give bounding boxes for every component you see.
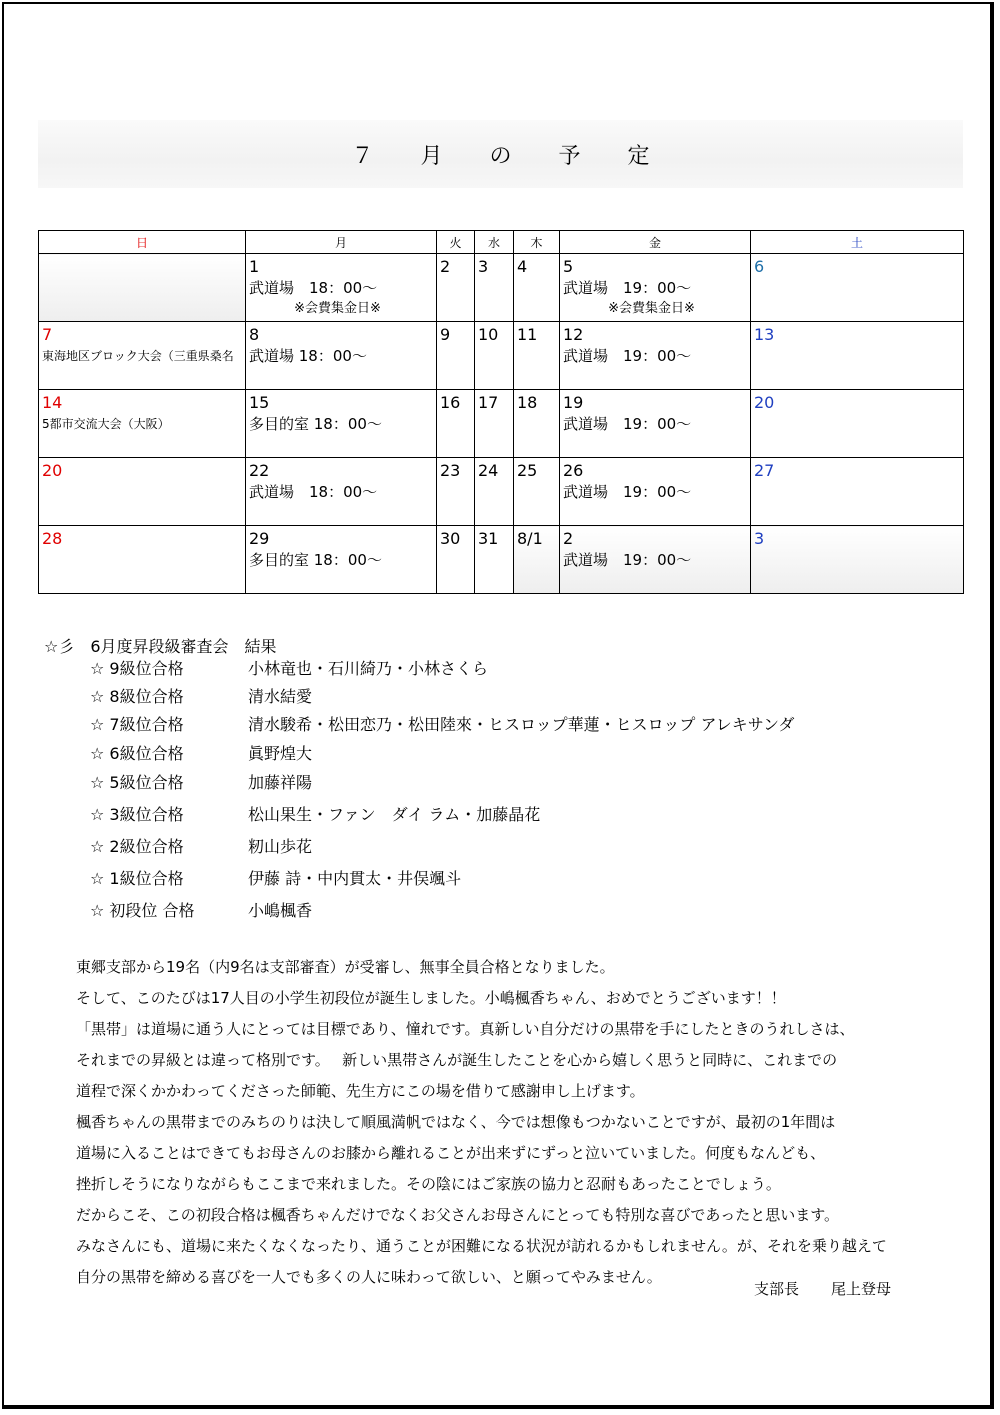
day-number: 18: [517, 393, 538, 412]
day-number: 25: [517, 461, 538, 480]
day-cell: [751, 458, 964, 526]
day-number: 28: [42, 529, 63, 548]
day-cell: [560, 322, 751, 390]
calendar-week: [39, 254, 964, 322]
result-names: 小嶋楓香: [248, 901, 313, 920]
result-grade: ☆ 9級位合格: [90, 659, 184, 678]
day-number: 3: [478, 257, 489, 276]
calendar-week: [39, 458, 964, 526]
day-number: 27: [754, 461, 775, 480]
result-grade: ☆ 3級位合格: [90, 805, 184, 824]
result-names: 清水駿希・松田恋乃・松田陸來・ヒスロップ華蓮・ヒスロップ アレキサンダ: [248, 715, 795, 734]
day-number: 24: [478, 461, 499, 480]
day-cell: [39, 322, 246, 390]
signature: [754, 1278, 891, 1299]
day-number: 23: [440, 461, 461, 480]
day-note: ※会費集金日※: [294, 301, 381, 316]
day-number: 14: [42, 393, 63, 412]
day-number: 8: [249, 325, 260, 344]
calendar-week: [39, 390, 964, 458]
day-number: 29: [249, 529, 270, 548]
message-line: 道場に入ることはできてもお母さんのお膝から離れることが出来ずにずっと泣いていました。何度もなんども、: [76, 1144, 826, 1162]
message-line: 自分の黒帯を締める喜びを一人でも多くの人に味わって欲しい、と願ってやみません。: [76, 1268, 662, 1286]
day-cell: [514, 526, 560, 594]
day-event: 武道場 19：00～: [563, 347, 692, 365]
day-cell: [751, 254, 964, 322]
title-band: [38, 120, 963, 188]
day-event: 武道場 18：00～: [249, 279, 378, 297]
day-number: 20: [42, 461, 63, 480]
day-cell: [475, 322, 514, 390]
message-body: [76, 952, 976, 1293]
day-cell: [246, 458, 437, 526]
result-grade: ☆ 2級位合格: [90, 837, 184, 856]
result-names: 松山果生・ファン ダイ ラム・加藤晶花: [248, 805, 541, 824]
message-line: みなさんにも、道場に来たくなくなったり、通うことが困難になる状況が訪れるかもしれません。が、それを乗り越えて: [76, 1237, 887, 1255]
day-number: 13: [754, 325, 775, 344]
day-event: 武道場 19：00～: [563, 415, 692, 433]
day-cell: [437, 322, 475, 390]
day-cell: [514, 254, 560, 322]
results-heading: ☆彡 6月度昇段級審査会 結果: [44, 637, 277, 656]
day-cell: [514, 322, 560, 390]
header-tuesday: 火: [437, 231, 475, 254]
day-cell: [39, 390, 246, 458]
day-number: 2: [563, 529, 574, 548]
result-names: 清水結愛: [248, 687, 313, 706]
day-event: 武道場 19：00～: [563, 279, 692, 297]
header-friday: 金: [560, 231, 751, 254]
header-saturday: 土: [751, 231, 964, 254]
result-grade: ☆ 8級位合格: [90, 687, 184, 706]
signature-role: 支部長: [754, 1280, 800, 1298]
day-number: 17: [478, 393, 499, 412]
day-event: 多目的室 18：00～: [249, 551, 382, 569]
day-cell: [246, 390, 437, 458]
day-event: 5都市交流大会（大阪）: [42, 417, 170, 431]
message-line: それまでの昇級とは違って格別です。 新しい黒帯さんが誕生したことを心から嬉しく思うと同時に、これまでの: [76, 1051, 838, 1069]
day-number: 10: [478, 325, 499, 344]
day-cell: [246, 254, 437, 322]
day-cell: [475, 526, 514, 594]
day-number: 1: [249, 257, 260, 276]
day-cell: [751, 390, 964, 458]
message-line: 東郷支部から19名（内9名は支部審査）が受審し、無事全員合格となりました。: [76, 958, 615, 976]
day-number: 19: [563, 393, 584, 412]
day-note: ※会費集金日※: [608, 301, 695, 316]
day-event: 武道場 18：00～: [249, 347, 367, 365]
message-line: 挫折しそうになりながらもここまで来れました。その陰にはご家族の協力と忍耐もあったことでしょう。: [76, 1175, 781, 1193]
day-cell: [560, 526, 751, 594]
day-cell: [475, 458, 514, 526]
message-line: 楓香ちゃんの黒帯までのみちのりは決して順風満帆ではなく、今では想像もつかないことですが、最初の1年間は: [76, 1113, 836, 1131]
day-number: 30: [440, 529, 461, 548]
day-number: 15: [249, 393, 270, 412]
day-number: 8/1: [517, 529, 543, 548]
day-cell: [560, 254, 751, 322]
schedule-calendar: [38, 230, 964, 594]
day-number: 31: [478, 529, 499, 548]
message-line: だからこそ、この初段合格は楓香ちゃんだけでなくお父さんお母さんにとっても特別な喜びであったと思います。: [76, 1206, 840, 1224]
day-number: 16: [440, 393, 461, 412]
day-cell: [751, 322, 964, 390]
day-number: 22: [249, 461, 270, 480]
header-monday: 月: [246, 231, 437, 254]
day-cell: [246, 322, 437, 390]
result-names: 伊藤 詩・中内貫太・井俣颯斗: [248, 869, 462, 888]
day-number: 6: [754, 257, 765, 276]
day-cell: [246, 526, 437, 594]
result-grade: ☆ 5級位合格: [90, 773, 184, 792]
result-grade: ☆ 初段位 合格: [90, 901, 195, 920]
calendar-week: [39, 322, 964, 390]
result-grade: ☆ 1級位合格: [90, 869, 184, 888]
day-cell: [437, 526, 475, 594]
day-number: 9: [440, 325, 451, 344]
day-cell: [39, 458, 246, 526]
day-cell: [437, 254, 475, 322]
day-number: 5: [563, 257, 574, 276]
day-cell: [560, 458, 751, 526]
day-cell: [437, 390, 475, 458]
day-number: 12: [563, 325, 584, 344]
day-number: 3: [754, 529, 765, 548]
calendar-week: [39, 526, 964, 594]
page-title: ７ 月 の 予 定: [351, 143, 670, 169]
result-grade: ☆ 7級位合格: [90, 715, 184, 734]
day-cell: [39, 526, 246, 594]
header-thursday: 木: [514, 231, 560, 254]
day-cell: [751, 526, 964, 594]
result-names: 眞野煌大: [248, 744, 313, 763]
day-number: 20: [754, 393, 775, 412]
result-names: 加藤祥陽: [248, 773, 313, 792]
message-line: そして、このたびは17人目の小学生初段位が誕生しました。小嶋楓香ちゃん、おめでとうございます！！: [76, 989, 786, 1007]
header-wednesday: 水: [475, 231, 514, 254]
day-event: 東海地区ブロック大会（三重県桑名: [42, 349, 234, 363]
day-cell: [514, 390, 560, 458]
day-cell: [514, 458, 560, 526]
result-names: 籾山歩花: [248, 837, 313, 856]
header-sunday: 日: [39, 231, 246, 254]
message-line: 道程で深くかかわってくださった師範、先生方にこの場を借りて感謝申し上げます。: [76, 1082, 645, 1100]
day-cell: [437, 458, 475, 526]
day-event: 武道場 18：00～: [249, 483, 378, 501]
day-number: 26: [563, 461, 584, 480]
day-number: 7: [42, 325, 53, 344]
message-line: 「黒帯」は道場に通う人にとっては目標であり、憧れです。真新しい自分だけの黒帯を手にしたときのうれしさは、: [76, 1020, 855, 1038]
result-names: 小林竜也・石川綺乃・小林さくら: [248, 659, 489, 678]
day-event: 武道場 19：00～: [563, 483, 692, 501]
signature-name: 尾上登母: [831, 1280, 892, 1298]
day-cell: [475, 390, 514, 458]
day-cell: [475, 254, 514, 322]
day-cell: [560, 390, 751, 458]
calendar-header-row: [39, 231, 964, 254]
day-number: 11: [517, 325, 538, 344]
day-event: 多目的室 18：00～: [249, 415, 382, 433]
day-event: 武道場 19：00～: [563, 551, 692, 569]
day-number: 2: [440, 257, 451, 276]
day-cell-empty: [39, 254, 246, 322]
day-number: 4: [517, 257, 528, 276]
result-grade: ☆ 6級位合格: [90, 744, 184, 763]
